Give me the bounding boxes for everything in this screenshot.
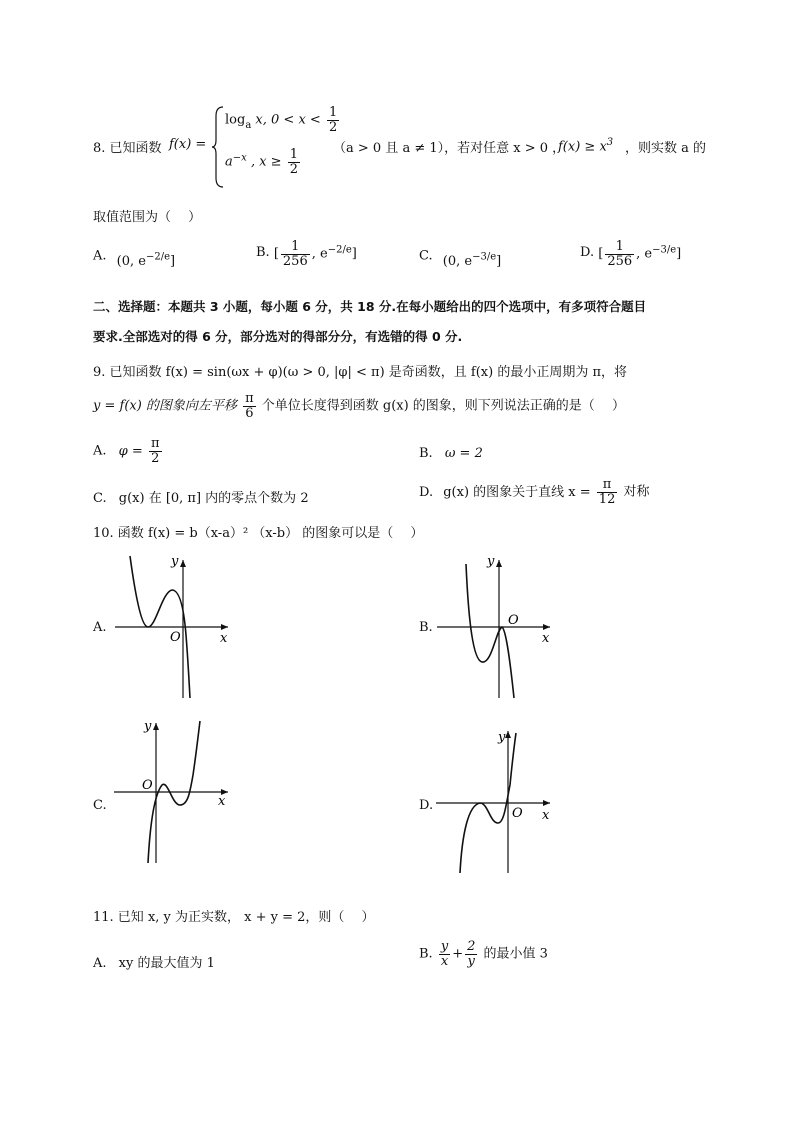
section-2-header-line1: 二、选择题：本题共 3 小题，每小题 6 分，共 18 分.在每小题给出的四个选项中，有多项符合题目 xyxy=(93,299,647,314)
q8-option-a-value xyxy=(117,254,175,269)
q9-option-c[interactable] xyxy=(93,487,309,506)
q8-option-b[interactable] xyxy=(256,240,357,268)
q10-option-b-label[interactable]: B. xyxy=(419,620,433,635)
y-label: y xyxy=(144,719,152,734)
x-label: x xyxy=(542,808,550,823)
q10-stem: 10. 函数 f(x) = b（x-a）² （x-b） 的图象可以是（ ） xyxy=(93,526,424,541)
q8-stem-line2: 取值范围为（ ） xyxy=(93,210,202,225)
q8-option-c-value xyxy=(443,254,501,269)
q8-prefix: 8. 已知函数 xyxy=(93,141,162,156)
q8-option-d-den: 256 xyxy=(607,253,633,269)
q8-case2-base: a xyxy=(225,154,233,170)
q8-case1-cond: x, 0 < x < xyxy=(255,112,321,128)
q8-ineq-base: f(x) ≥ x xyxy=(558,139,607,155)
q8-option-b-close: ] xyxy=(351,246,357,262)
q9-option-b[interactable] xyxy=(419,446,483,461)
q10-graph-b[interactable] xyxy=(432,550,562,700)
q8-option-c[interactable] xyxy=(419,246,502,270)
origin-label: O xyxy=(512,806,523,821)
q11-option-a-label: A. xyxy=(93,956,107,971)
q9-option-d-num: π xyxy=(597,478,618,493)
q8-option-b-den: 256 xyxy=(282,253,308,269)
q8-case2-cond: , x ≥ xyxy=(250,154,282,170)
q8-option-b-label: B. xyxy=(256,244,270,260)
q8-half-1-num: 1 xyxy=(328,105,338,120)
q8-option-d[interactable] xyxy=(580,240,681,268)
q8-case2-exp: −x xyxy=(232,152,247,164)
q11-frac1-den: x xyxy=(440,953,449,969)
q9-line2-a: y = f(x) 的图象向左平移 xyxy=(93,398,237,414)
q11-frac2-den: y xyxy=(467,953,475,969)
q8-option-d-num: 1 xyxy=(605,240,634,255)
q9-option-a-text: φ = xyxy=(118,443,143,459)
q8-half-2 xyxy=(288,148,300,176)
q8-inequality xyxy=(558,137,613,154)
q9-line2-b: 个单位长度得到函数 g(x) 的图象，则下列说法正确的是（ ） xyxy=(261,398,625,414)
q8-func: f(x) = xyxy=(169,137,207,152)
q8-option-c-text: (0, e xyxy=(442,254,473,270)
q11-stem: 11. 已知 x, y 为正实数， x + y = 2，则（ ） xyxy=(93,910,375,925)
q11-option-a[interactable] xyxy=(93,952,215,971)
q11-frac1-num: y xyxy=(440,939,449,954)
q10-option-a-label[interactable]: A. xyxy=(93,620,107,635)
q8-case-1 xyxy=(225,106,341,134)
q11-option-a-text: xy 的最大值为 1 xyxy=(118,956,215,971)
q8-case-2 xyxy=(225,148,302,176)
q8-brace-icon xyxy=(211,106,225,188)
x-label: x xyxy=(542,631,550,646)
q8-option-c-label: C. xyxy=(419,248,433,264)
q8-log: log xyxy=(225,112,246,128)
q9-option-a[interactable] xyxy=(93,437,164,465)
y-label: y xyxy=(487,554,495,569)
q9-option-d[interactable] xyxy=(419,478,650,506)
y-label: y xyxy=(171,554,179,569)
q9-option-a-num: π xyxy=(150,436,160,451)
q8-option-d-frac xyxy=(605,240,634,268)
x-axis-arrow-icon xyxy=(221,624,228,630)
q11-frac2-num: 2 xyxy=(467,939,476,954)
q11-option-b-tail: 的最小值 3 xyxy=(483,946,548,962)
y-label: y xyxy=(498,730,506,745)
q8-option-b-open: [ xyxy=(273,246,279,262)
x-label: x xyxy=(218,794,226,809)
q8-option-a-label: A. xyxy=(93,248,107,264)
q8-condition: （a > 0 且 a ≠ 1），若对任意 x > 0 ， xyxy=(333,141,566,156)
q8-option-d-close: ] xyxy=(676,246,682,262)
q8-log-base: a xyxy=(245,119,252,131)
q8-option-a[interactable] xyxy=(93,246,176,270)
q9-option-a-label: A. xyxy=(93,443,107,459)
q8-half-1 xyxy=(327,106,339,134)
section-2-header-line2: 要求.全部选对的得 6 分，部分选对的得部分分，有选错的得 0 分. xyxy=(93,329,463,344)
q11-option-b-label: B. xyxy=(419,946,433,962)
q10-option-c-label[interactable]: C. xyxy=(93,798,107,813)
q8-option-d-exp: −3/e xyxy=(652,244,677,256)
q9-option-d-tail: 对称 xyxy=(623,484,650,500)
curve xyxy=(466,564,514,698)
q10-option-d-label[interactable]: D. xyxy=(419,798,434,813)
q8-option-d-label: D. xyxy=(580,244,595,260)
q9-shift-num: π xyxy=(245,391,254,406)
x-axis-arrow-icon xyxy=(543,624,550,630)
q9-option-b-label: B. xyxy=(419,446,433,461)
q8-option-b-mid: , e xyxy=(311,246,328,262)
q9-shift-frac xyxy=(243,392,256,420)
q8-tail: ，则实数 a 的 xyxy=(625,141,707,156)
q8-option-c-exp: −3/e xyxy=(472,252,497,263)
q8-option-c-close: ] xyxy=(496,254,502,270)
q11-option-b[interactable]: B. $\frac{y}{x}$ + $\frac{2}{y}$ 的最小值 3 xyxy=(419,939,548,969)
q8-option-d-mid: , e xyxy=(636,246,653,262)
q9-stem-line1: 9. 已知函数 f(x) = sin(ωx + φ)(ω > 0, |φ| < π) 是奇函数，且 f(x) 的最小正周期为 π，将 xyxy=(93,365,628,380)
origin-label: O xyxy=(508,613,519,628)
q11-option-b-frac1 xyxy=(439,940,450,968)
y-axis-arrow-icon xyxy=(496,560,502,567)
q10-graph-d[interactable] xyxy=(432,725,562,875)
q9-option-d-frac xyxy=(597,478,618,506)
x-label: x xyxy=(220,631,228,646)
q9-option-d-text: g(x) 的图象关于直线 x = xyxy=(443,484,591,500)
q11-option-b-frac2 xyxy=(465,940,477,968)
q9-option-a-frac xyxy=(149,437,162,465)
q8-option-b-exp: −2/e xyxy=(327,244,352,256)
q8-option-d-open: [ xyxy=(598,246,604,262)
q9-option-d-den: 12 xyxy=(598,491,616,507)
q8-half-2-den: 2 xyxy=(289,161,298,177)
q9-option-b-text: ω = 2 xyxy=(444,446,483,461)
y-axis-arrow-icon xyxy=(505,731,511,738)
q10-graph-a[interactable] xyxy=(110,550,240,700)
q9-option-c-label: C. xyxy=(93,491,107,506)
q8-ineq-exp: 3 xyxy=(606,137,614,148)
origin-label: O xyxy=(170,630,181,645)
y-axis-arrow-icon xyxy=(153,723,159,730)
q9-stem-line2 xyxy=(93,392,625,420)
q8-half-1-den: 2 xyxy=(328,119,338,135)
q8-option-a-exp: −2/e xyxy=(145,252,171,263)
q8-option-a-text: (0, e xyxy=(116,254,146,270)
x-axis-arrow-icon xyxy=(543,800,550,806)
q8-option-b-frac xyxy=(281,240,310,268)
y-axis-arrow-icon xyxy=(180,560,186,567)
origin-label: O xyxy=(142,778,153,793)
q10-graph-c[interactable] xyxy=(110,715,240,865)
q9-option-d-label: D. xyxy=(419,484,434,500)
q9-shift-den: 6 xyxy=(245,405,254,421)
q9-option-a-den: 2 xyxy=(151,450,160,466)
q8-half-2-num: 1 xyxy=(289,147,298,162)
q9-option-c-text: g(x) 在 [0, π] 内的零点个数为 2 xyxy=(118,491,309,506)
q8-option-a-close: ] xyxy=(170,254,176,270)
q8-option-b-num: 1 xyxy=(281,240,310,255)
